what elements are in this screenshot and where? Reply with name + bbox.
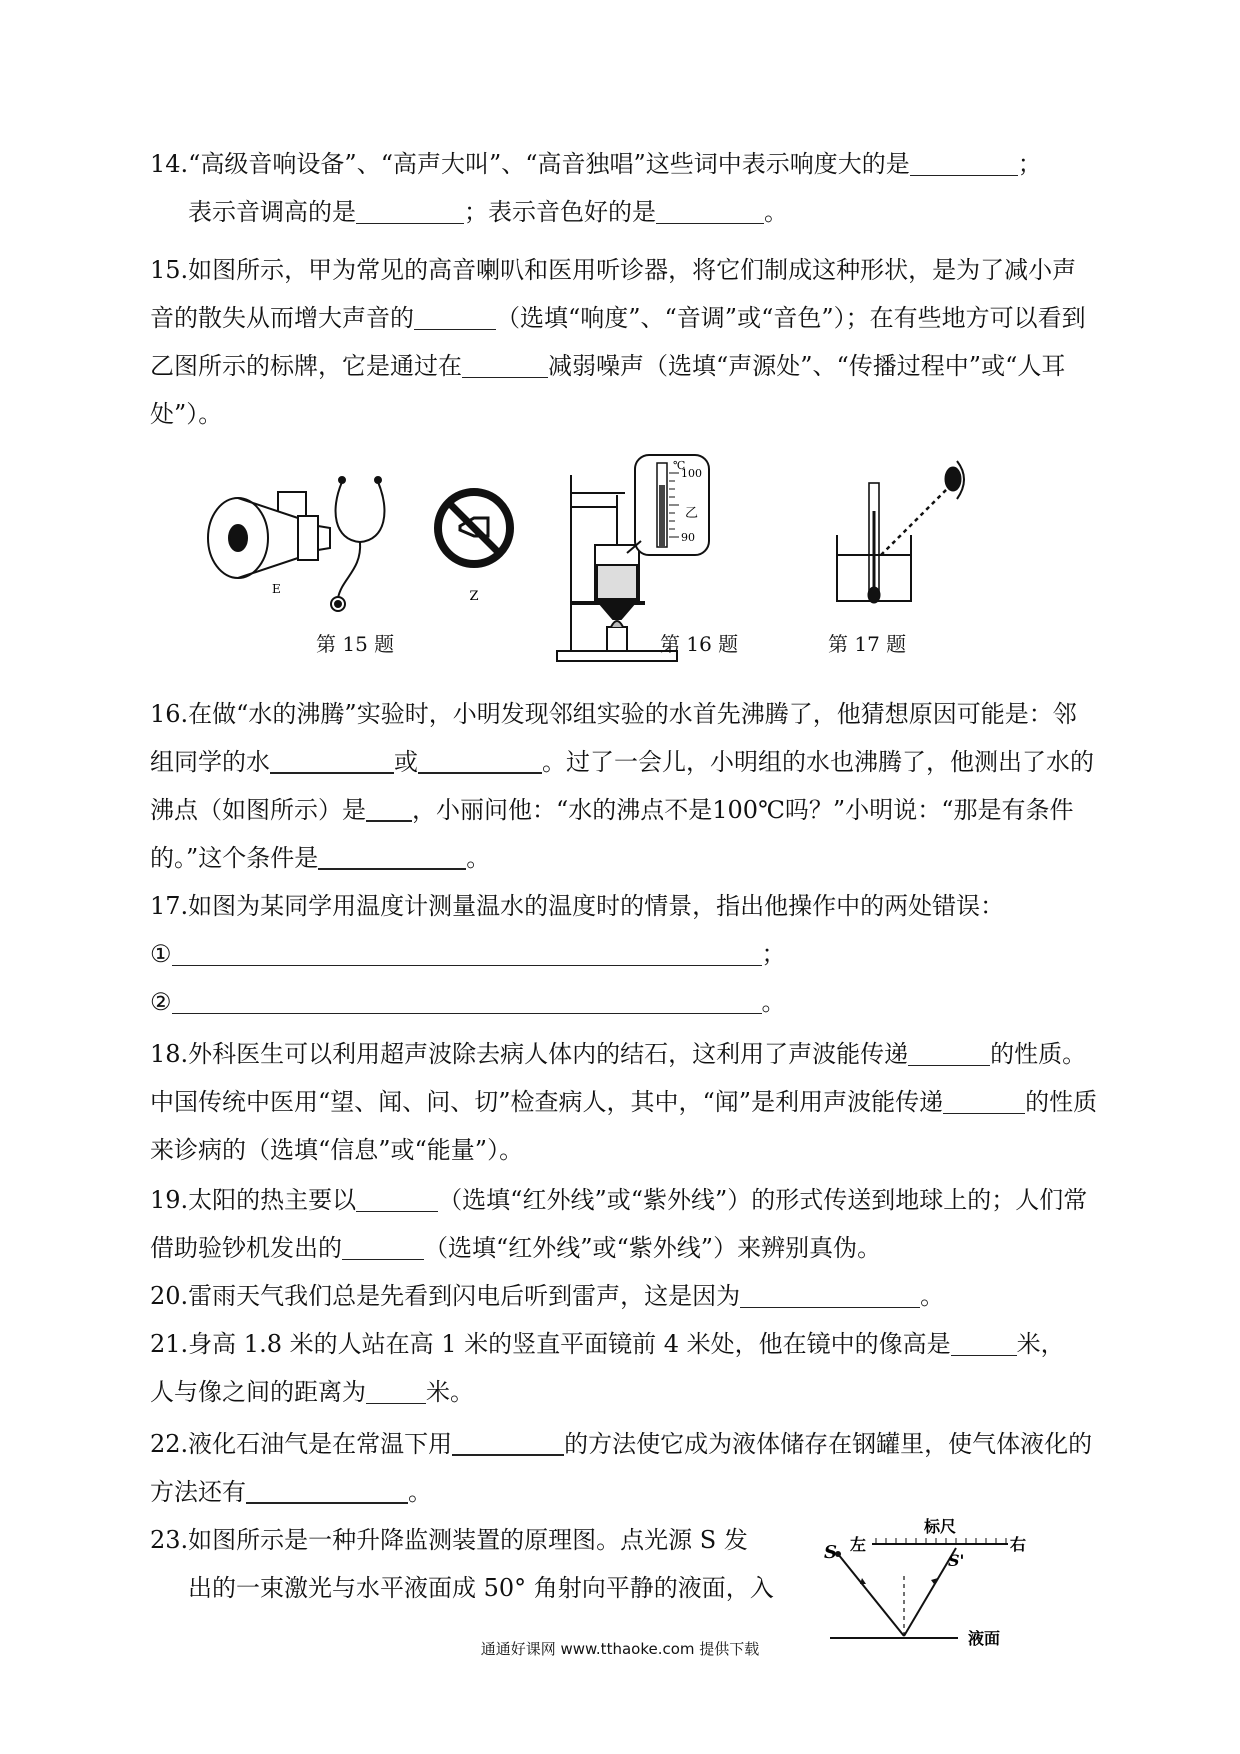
label-liquid: 液面: [968, 1629, 1001, 1648]
answer-blank[interactable]: [342, 1235, 424, 1260]
thermometer-icon: [868, 483, 880, 603]
question-19: 19.太阳的热主要以 （选填“红外线”或“紫外线”）的形式传送到地球上的；人们常借助验钞机发出的 （选填“红外线”或“紫外线”）来辨别真伪。: [150, 1186, 1088, 1262]
question-23: 23.如图所示是一种升降监测装置的原理图。点光源 S 发: [150, 1526, 748, 1554]
question-17-line2: ② 。: [150, 988, 786, 1016]
answer-blank[interactable]: [246, 1478, 408, 1504]
answer-blank[interactable]: [943, 1089, 1025, 1114]
answer-blank[interactable]: [366, 1379, 426, 1404]
answer-blank[interactable]: [318, 844, 466, 870]
question-17: 17.如图为某同学用温度计测量温水的温度时的情景，指出他操作中的两处错误：: [150, 892, 1005, 920]
answer-blank[interactable]: [656, 199, 764, 224]
label-right: 右: [1010, 1535, 1027, 1554]
answer-blank[interactable]: [452, 1430, 564, 1456]
beaker-thermometer-figure: [825, 455, 975, 605]
question-21-line2: 人与像之间的距离为 米。: [150, 1378, 474, 1406]
answer-blank[interactable]: [908, 1041, 990, 1066]
caption-17: 第 17 题: [828, 632, 907, 656]
label-scale: 标尺: [924, 1517, 957, 1536]
answer-blank[interactable]: [356, 1187, 438, 1212]
caption-16: 第 16 题: [660, 632, 739, 656]
question-21: 21.身高 1.8 米的人站在高 1 米的竖直平面镜前 4 米处，他在镜中的像高是 米，: [150, 1330, 1065, 1358]
answer-blank[interactable]: [462, 353, 548, 378]
question-23-line2: 出的一束激光与水平液面成 50° 角射向平静的液面，入: [188, 1574, 774, 1602]
label-yi: Z: [469, 589, 479, 604]
answer-blank[interactable]: [356, 199, 464, 224]
no-horn-sign-icon: [438, 492, 510, 564]
stethoscope-icon: [331, 477, 384, 611]
sight-line: [881, 487, 949, 555]
therm-bottom: 90: [681, 531, 695, 544]
question-22: 22.液化石油气是在常温下用 的方法使它成为液体储存在钢罐里，使气体液化的方法还有 。: [150, 1430, 1093, 1506]
question-16: 16.在做“水的沸腾”实验时，小明发现邻组实验的水首先沸腾了，他猜想原因可能是：邻组同学的水 或 。过了一会儿，小明组的水也沸腾了，他测出了水的沸点（如图所示）是 ，小丽问他：“水的沸点不是100℃吗？”小明说：“那是有条件的。”这个条件是 。: [150, 700, 1094, 872]
incident-ray: [838, 1554, 904, 1636]
question-14: 14.“高级音响设备”、“高声大叫”、“高音独唱”这些词中表示响度大的是 ；: [150, 150, 1042, 178]
therm-label: 乙: [685, 506, 699, 521]
question-15: 15.如图所示，甲为常见的高音喇叭和医用听诊器，将它们制成这种形状，是为了减小声音的散失从而增大声音的 （选填“响度”、“音调”或“音色”）；在有些地方可以看到乙图所示的标牌，它是通过在 减弱噪声（选填“声源处”、“传播过程中”或“人耳处”）。: [150, 256, 1086, 428]
no-horn-sign-figure: [430, 470, 520, 610]
caption-15: 第 15 题: [316, 632, 395, 656]
answer-blank[interactable]: [418, 748, 542, 774]
stethoscope-figure: [272, 470, 420, 620]
answer-blank[interactable]: [270, 748, 394, 774]
answer-blank[interactable]: [172, 989, 762, 1014]
answer-blank[interactable]: [910, 151, 1018, 176]
therm-top: 100: [681, 467, 702, 480]
label-left: 左: [850, 1535, 867, 1554]
megaphone-figure: [200, 470, 340, 600]
answer-blank[interactable]: [366, 796, 412, 822]
label-jia: E: [272, 582, 281, 596]
question-14-line2: 表示音调高的是 ；表示音色好的是 。: [188, 198, 788, 226]
question-20: 20.雷雨天气我们总是先看到闪电后听到雷声，这是因为 。: [150, 1282, 945, 1310]
label-S: S: [824, 1542, 837, 1563]
answer-blank[interactable]: [172, 941, 762, 966]
question-18: 18.外科医生可以利用超声波除去病人体内的结石，这利用了声波能传递 的性质。中国传统中医用“望、闻、问、切”检查病人，其中，“闻”是利用声波能传递 的性质来诊病的（选填“信息”或“能量”）。: [150, 1040, 1098, 1164]
answer-blank[interactable]: [951, 1331, 1017, 1356]
question-17-line1: ① ；: [150, 940, 786, 968]
eye-icon: [945, 461, 964, 499]
megaphone-icon: [208, 492, 330, 578]
therm-unit: ℃: [673, 459, 686, 472]
answer-blank[interactable]: [740, 1283, 920, 1308]
answer-blank[interactable]: [414, 305, 496, 330]
footer-credit: 通通好课网 www.tthaoke.com 提供下载: [480, 1640, 760, 1658]
label-S-prime: S': [948, 1551, 965, 1570]
